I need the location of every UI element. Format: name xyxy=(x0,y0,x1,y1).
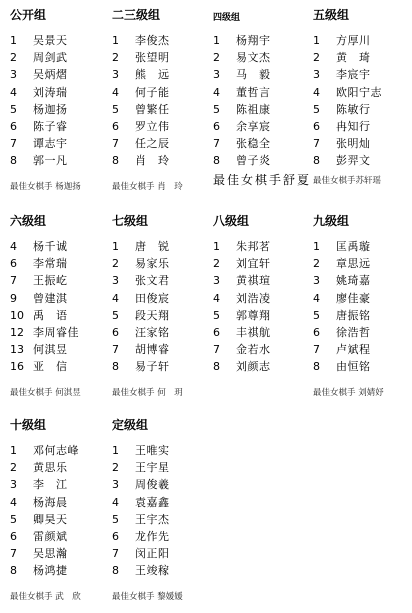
player-name: 肖 玲 xyxy=(135,154,170,168)
rank-number: 2 xyxy=(313,51,320,65)
best-female-player: 最佳女棋手 刘婧妤 xyxy=(313,388,384,398)
best-female-player: 最佳女棋手 肖 玲 xyxy=(112,182,183,192)
player-name: 朱邦茗 xyxy=(236,240,271,253)
rank-number: 1 xyxy=(112,444,119,457)
rank-number: 5 xyxy=(10,512,17,526)
player-name: 王振屹 xyxy=(33,274,68,288)
player-name: 龙作先 xyxy=(135,529,170,543)
group-title: 二三级组 xyxy=(112,8,161,22)
group-title: 公开组 xyxy=(10,8,47,22)
rank-number: 7 xyxy=(313,137,320,151)
rank-number: 5 xyxy=(112,102,119,116)
rank-number: 1 xyxy=(313,34,320,47)
player-name: 欧阳宁志 xyxy=(336,85,382,99)
group-title: 六级组 xyxy=(10,214,47,228)
rank-number: 1 xyxy=(112,34,119,47)
rank-number: 7 xyxy=(213,343,220,357)
rank-number: 4 xyxy=(112,495,119,509)
best-female-player: 最佳女棋手苏轩瑶 xyxy=(313,176,382,186)
rank-number: 2 xyxy=(112,461,119,475)
rank-number: 6 xyxy=(313,325,320,339)
player-name: 熊 远 xyxy=(135,68,170,82)
rank-number: 6 xyxy=(10,257,17,271)
rank-number: 9 xyxy=(10,291,17,305)
rank-number: 1 xyxy=(213,240,220,253)
rank-number: 5 xyxy=(213,308,220,322)
player-name: 王竣稼 xyxy=(135,564,170,578)
rank-number: 4 xyxy=(112,85,119,99)
rank-number: 2 xyxy=(213,51,220,65)
player-name: 禹 语 xyxy=(33,308,68,322)
player-name: 任之辰 xyxy=(135,137,170,151)
player-name: 彭羿文 xyxy=(336,154,371,168)
player-name: 亚 信 xyxy=(33,360,68,374)
player-name: 杨迦扬 xyxy=(33,102,68,116)
player-name: 郭尊翔 xyxy=(236,308,271,322)
rank-number: 8 xyxy=(313,360,320,374)
rank-number: 3 xyxy=(112,68,119,82)
player-name: 李俊杰 xyxy=(135,34,170,47)
player-name: 谭志宇 xyxy=(33,137,68,151)
group-title: 定级组 xyxy=(112,418,149,432)
player-name: 黄 琦 xyxy=(336,51,371,65)
group-title: 五级组 xyxy=(313,8,350,22)
player-name: 刘颜志 xyxy=(236,360,271,374)
player-name: 刘涛瑞 xyxy=(33,85,68,99)
rank-number: 4 xyxy=(112,291,119,305)
player-name: 刘浩凌 xyxy=(236,291,271,305)
rank-number: 3 xyxy=(112,274,119,288)
player-name: 余享宸 xyxy=(236,119,271,133)
player-name: 李常瑞 xyxy=(33,257,68,271)
rank-number: 1 xyxy=(313,240,320,253)
rank-number: 2 xyxy=(313,257,320,271)
rank-number: 3 xyxy=(313,68,320,82)
player-name: 王唯实 xyxy=(135,444,170,457)
rank-number: 7 xyxy=(313,343,320,357)
rank-number: 4 xyxy=(10,240,17,253)
rank-number: 6 xyxy=(313,119,320,133)
player-name: 张望明 xyxy=(135,51,170,65)
player-name: 吴思瀚 xyxy=(33,547,68,561)
rank-number: 4 xyxy=(10,495,17,509)
rank-number: 6 xyxy=(10,529,17,543)
rank-number: 7 xyxy=(10,137,17,151)
player-name: 易文杰 xyxy=(236,51,271,65)
rank-number: 2 xyxy=(112,257,119,271)
player-name: 易子轩 xyxy=(135,360,170,374)
rank-number: 5 xyxy=(112,512,119,526)
player-name: 张明灿 xyxy=(336,137,371,151)
rank-number: 4 xyxy=(213,291,220,305)
player-name: 曾子炎 xyxy=(236,154,271,168)
rank-number: 5 xyxy=(10,102,17,116)
rank-number: 6 xyxy=(112,119,119,133)
rank-number: 2 xyxy=(112,51,119,65)
rank-number: 5 xyxy=(213,102,220,116)
player-name: 杨海晨 xyxy=(33,495,68,509)
player-name: 廖佳豪 xyxy=(336,291,371,305)
player-name: 黄祺瑄 xyxy=(236,274,271,288)
player-name: 马 毅 xyxy=(236,68,271,82)
rank-number: 3 xyxy=(10,478,17,492)
rank-number: 3 xyxy=(112,478,119,492)
player-name: 方厚川 xyxy=(336,34,371,47)
rank-number: 8 xyxy=(10,564,17,578)
player-name: 陈祖康 xyxy=(236,102,271,116)
rank-number: 8 xyxy=(10,154,17,168)
rank-number: 16 xyxy=(10,360,24,374)
rank-number: 3 xyxy=(313,274,320,288)
player-name: 罗立伟 xyxy=(135,119,170,133)
player-name: 何淇昱 xyxy=(33,343,68,357)
rank-number: 13 xyxy=(10,343,24,357)
rank-number: 1 xyxy=(112,240,119,253)
rank-number: 5 xyxy=(313,308,320,322)
rank-number: 7 xyxy=(213,137,220,151)
rank-number: 6 xyxy=(213,119,220,133)
player-name: 黄思乐 xyxy=(33,461,68,475)
rank-number: 7 xyxy=(112,343,119,357)
player-name: 陈子睿 xyxy=(33,119,68,133)
player-name: 刘宜轩 xyxy=(236,257,271,271)
player-name: 徐浩哲 xyxy=(336,325,371,339)
player-name: 周俊羲 xyxy=(135,478,170,492)
rank-number: 1 xyxy=(213,34,220,47)
player-name: 汪家铭 xyxy=(135,325,170,339)
best-female-player: 最佳女棋手 黎媛媛 xyxy=(112,592,183,602)
rank-number: 7 xyxy=(10,547,17,561)
player-name: 王宇杰 xyxy=(135,512,170,526)
rank-number: 6 xyxy=(112,529,119,543)
best-female-player: 最佳女棋手 何淇昱 xyxy=(10,388,81,398)
rank-number: 8 xyxy=(213,154,220,168)
best-female-player: 最佳女棋手 杨迦扬 xyxy=(10,182,81,192)
player-name: 卢斌程 xyxy=(336,343,371,357)
player-name: 唐振铭 xyxy=(336,308,371,322)
rank-number: 1 xyxy=(10,34,17,47)
rank-number: 7 xyxy=(10,274,17,288)
player-name: 张稳全 xyxy=(236,137,271,151)
player-name: 易家乐 xyxy=(135,257,170,271)
rank-number: 3 xyxy=(213,68,220,82)
rank-number: 6 xyxy=(112,325,119,339)
player-name: 吴炳熠 xyxy=(33,68,68,82)
player-name: 唐 锐 xyxy=(135,240,170,253)
rank-number: 10 xyxy=(10,308,24,322)
player-name: 陈敏行 xyxy=(336,102,371,116)
player-name: 王宇星 xyxy=(135,461,170,475)
player-name: 袁嘉鑫 xyxy=(135,495,170,509)
player-name: 周剑武 xyxy=(33,51,68,65)
player-name: 由恒铭 xyxy=(336,360,371,374)
rank-number: 4 xyxy=(313,85,320,99)
player-name: 李 江 xyxy=(33,478,68,492)
rank-number: 2 xyxy=(10,461,17,475)
player-name: 曾建淇 xyxy=(33,291,68,305)
player-name: 匡禹璇 xyxy=(336,240,371,253)
rank-number: 5 xyxy=(112,308,119,322)
group-title: 十级组 xyxy=(10,418,47,432)
group-title: 七级组 xyxy=(112,214,149,228)
player-name: 李宸宇 xyxy=(336,68,371,82)
player-name: 郭一凡 xyxy=(33,154,68,168)
player-name: 董哲言 xyxy=(236,85,271,99)
player-name: 章思远 xyxy=(336,257,371,271)
player-name: 杨千诚 xyxy=(33,240,68,253)
group-title: 九级组 xyxy=(313,214,350,228)
rank-number: 8 xyxy=(213,360,220,374)
player-name: 田俊宸 xyxy=(135,291,170,305)
player-name: 杨翔宇 xyxy=(236,34,271,47)
player-name: 姚琦嘉 xyxy=(336,274,371,288)
best-female-player: 最佳女棋手 何 玥 xyxy=(112,388,183,398)
rank-number: 6 xyxy=(10,119,17,133)
player-name: 曾繁任 xyxy=(135,102,170,116)
rank-number: 8 xyxy=(112,360,119,374)
player-name: 闵正阳 xyxy=(135,547,170,561)
player-name: 丰祺航 xyxy=(236,325,271,339)
rank-number: 3 xyxy=(213,274,220,288)
rank-number: 6 xyxy=(213,325,220,339)
rank-number: 4 xyxy=(213,85,220,99)
rank-number: 8 xyxy=(112,564,119,578)
player-name: 段天翔 xyxy=(135,308,170,322)
player-name: 邓何志峰 xyxy=(33,444,79,457)
rank-number: 4 xyxy=(10,85,17,99)
best-female-player: 最佳女棋手舒夏 xyxy=(213,173,312,187)
player-name: 冉知行 xyxy=(336,119,371,133)
player-name: 卿昊天 xyxy=(33,512,68,526)
rank-number: 8 xyxy=(313,154,320,168)
player-name: 胡博睿 xyxy=(135,343,170,357)
player-name: 何子能 xyxy=(135,85,170,99)
rank-number: 7 xyxy=(112,137,119,151)
group-title: 八级组 xyxy=(213,214,250,228)
rank-number: 8 xyxy=(112,154,119,168)
rank-number: 3 xyxy=(10,68,17,82)
rank-number: 1 xyxy=(10,444,17,457)
player-name: 杨鸿捷 xyxy=(33,564,68,578)
rank-number: 7 xyxy=(112,547,119,561)
player-name: 雷颜斌 xyxy=(33,529,68,543)
player-name: 吴景天 xyxy=(33,34,68,47)
best-female-player: 最佳女棋手 武 欣 xyxy=(10,592,81,602)
rank-number: 2 xyxy=(213,257,220,271)
rank-number: 5 xyxy=(313,102,320,116)
player-name: 李周睿佳 xyxy=(33,325,79,339)
player-name: 金若水 xyxy=(236,343,271,357)
rank-number: 12 xyxy=(10,325,24,339)
rank-number: 4 xyxy=(313,291,320,305)
player-name: 张文君 xyxy=(135,274,170,288)
group-title: 四级组 xyxy=(213,13,241,23)
rank-number: 2 xyxy=(10,51,17,65)
